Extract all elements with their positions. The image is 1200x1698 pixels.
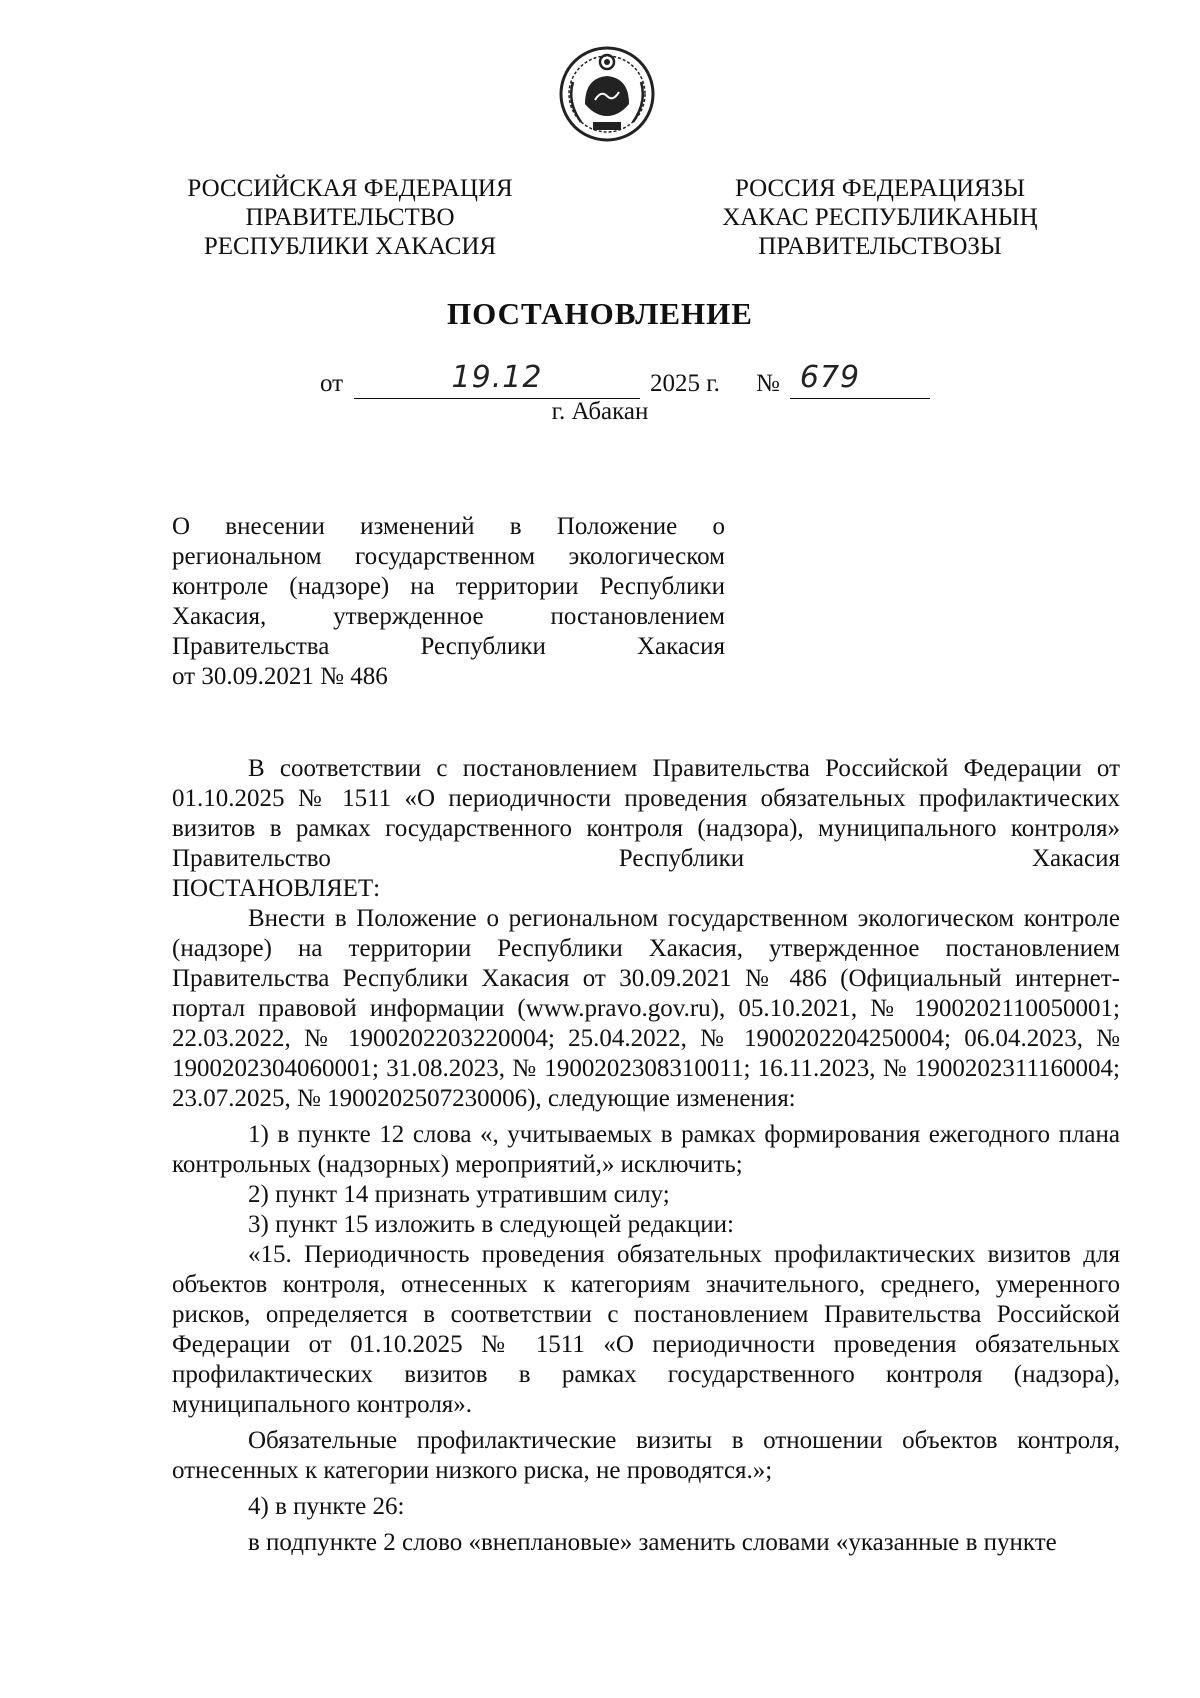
header-left-line1: РОССИЙСКАЯ ФЕДЕРАЦИЯ <box>187 175 513 202</box>
header-right-block <box>700 174 1060 261</box>
header-right-line3: ПРАВИТЕЛЬСТВОЗЫ <box>758 233 1002 260</box>
body-paragraph: 4) в пункте 26: <box>248 1493 405 1520</box>
body-paragraph: В соответствии с постановлением Правительства Российской Федерации от 01.10.2025 № 1511 «О периодичности проведения обязательных профилактических визитов в рамках государственного контроля (надзора), муниципального контроля» Правительство Республики Хакасия <box>172 755 1120 872</box>
subject-line: Хакасия, утвержденное постановлением <box>172 603 725 630</box>
year-label: 2025 г. <box>650 370 720 397</box>
subject-line: Правительства Республики Хакасия <box>172 633 725 660</box>
subject-line: О внесении изменений в Положение о <box>172 513 725 540</box>
number-label: № <box>756 370 780 397</box>
coat-of-arms-emblem <box>555 42 659 146</box>
header-left-line2: ПРАВИТЕЛЬСТВО <box>245 204 455 231</box>
subject-line: от 30.09.2021 № 486 <box>172 663 388 690</box>
body-paragraph: Обязательные профилактические визиты в отношении объектов контроля, отнесенных к категории низкого риска, не проводятся.»; <box>172 1427 1120 1484</box>
body-paragraph: 1) в пункте 12 слова «, учитываемых в рамках формирования ежегодного плана контрольных (надзорных) мероприятий,» исключить; <box>172 1121 1120 1178</box>
number-handwritten: 679 <box>799 360 861 395</box>
subject-line: контроле (надзоре) на территории Республики <box>172 573 725 600</box>
body-paragraph-end: ПОСТАНОВЛЯЕТ: <box>172 875 381 902</box>
header-right-line1: РОССИЯ ФЕДЕРАЦИЯЗЫ <box>734 175 1026 202</box>
from-label: от <box>320 370 344 397</box>
header-left-line3: РЕСПУБЛИКИ ХАКАСИЯ <box>203 233 497 260</box>
document-subject <box>172 512 725 692</box>
document-body <box>172 754 1120 1558</box>
document-title: ПОСТАНОВЛЕНИЕ <box>447 296 753 331</box>
body-paragraph: 3) пункт 15 изложить в следующей редакции: <box>248 1211 734 1238</box>
body-paragraph: «15. Периодичность проведения обязательных профилактических визитов для объектов контроля, отнесенных к категориям значительного, среднего, умеренного рисков, определяется в соответствии с постановлением Правительства Российской Федерации от 01.10.2025 № 1511 «О периодичности проведения обязательных профилактических визитов в рамках государственного контроля (надзора), муниципального контроля». <box>172 1241 1120 1418</box>
city-label: г. Абакан <box>551 398 649 425</box>
header-left-block <box>160 174 540 261</box>
date-handwritten: 19.12 <box>451 360 543 395</box>
body-paragraph: в подпункте 2 слово «внеплановые» заменить словами «указанные в пункте <box>248 1529 1057 1556</box>
header-right-line2: ХАКАС РЕСПУБЛИКАНЫҢ <box>722 204 1038 231</box>
body-paragraph: Внести в Положение о региональном государственном экологическом контроле (надзоре) на территории Республики Хакасия, утвержденное постановлением Правительства Республики Хакасия от 30.09.2021 № 486 (Официальный интернет-портал правовой информации (www.pravo.gov.ru), 05.10.2021, № 1900202110050001; 22.03.2022, № 1900202203220004; 25.04.2022, № 1900202204250004; 06.04.2023, № 1900202304060001; 31.08.2023, № 1900202308310011; 16.11.2023, № 1900202311160004; 23.07.2025, № 1900202507230006), следующие изменения: <box>172 905 1120 1112</box>
body-paragraph: 2) пункт 14 признать утратившим силу; <box>248 1181 670 1208</box>
subject-line: региональном государственном экологическом <box>172 543 725 570</box>
